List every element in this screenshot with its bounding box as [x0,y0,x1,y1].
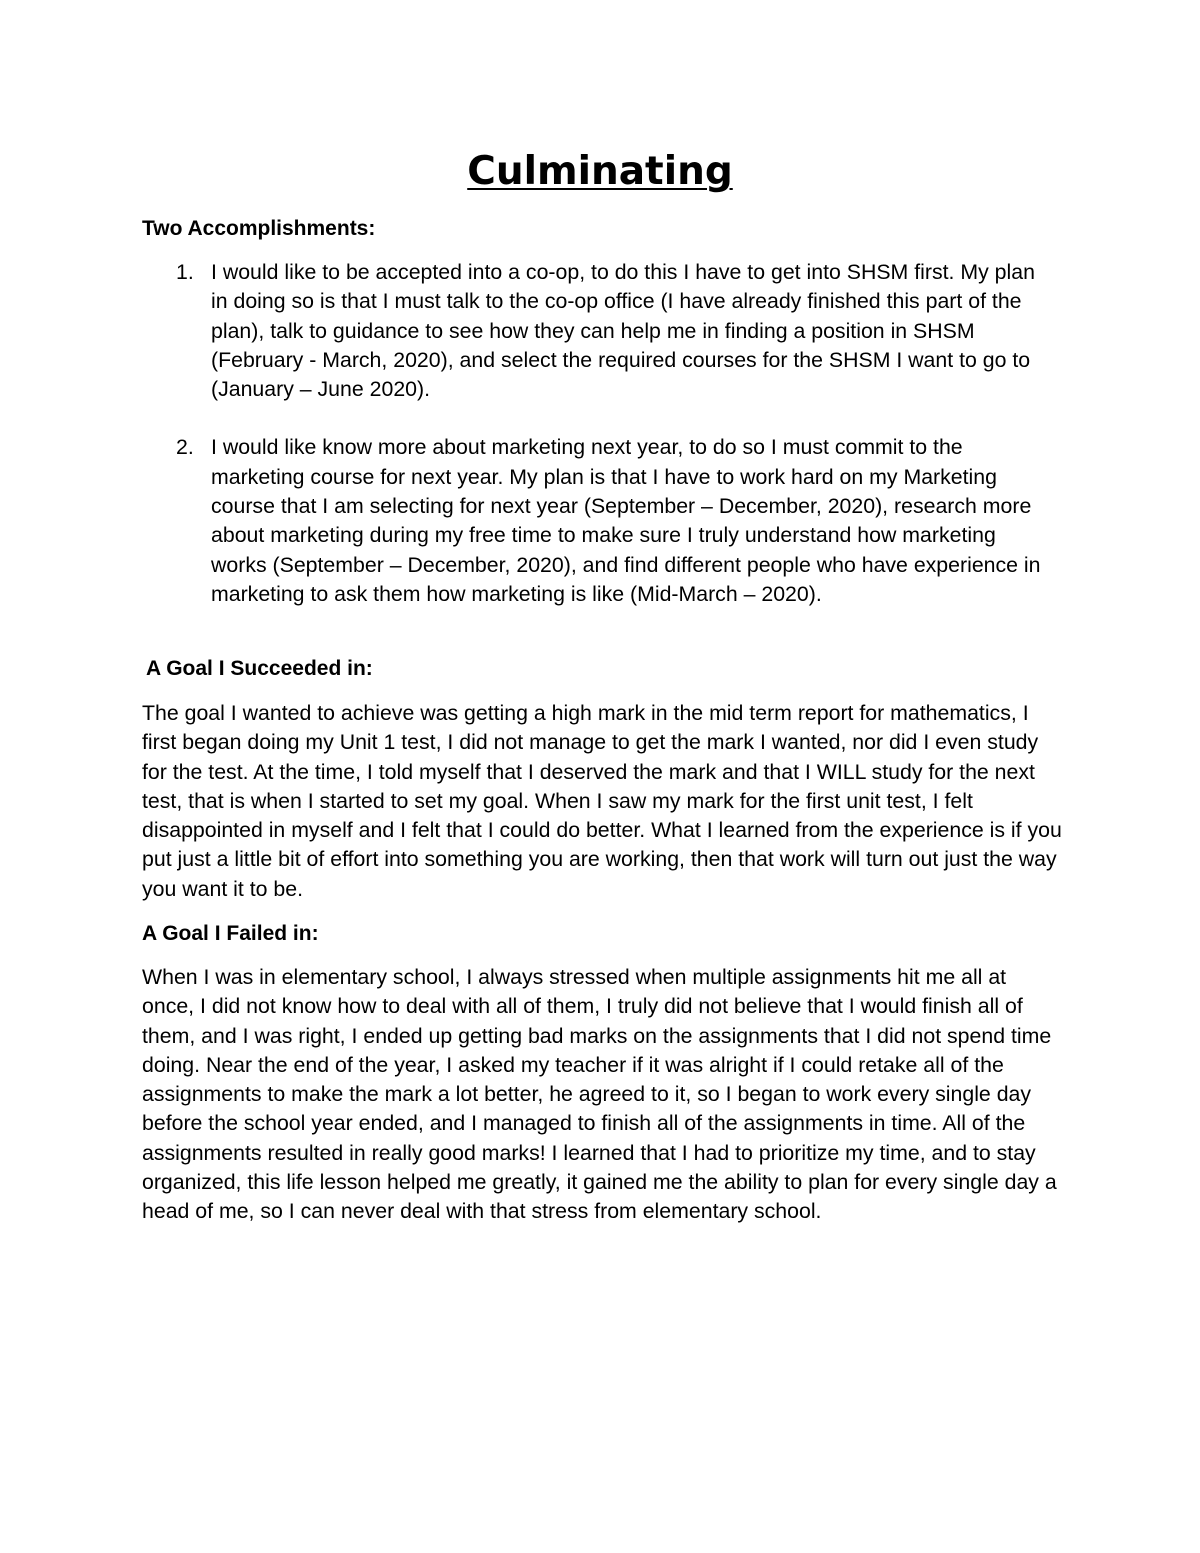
list-item-text: I would like to be accepted into a co-op, to do this I have to get into SHSM first. My plan in doing so is that I must talk to the co-op office (I have already finished this part of the plan), talk to guidance to see how they can help me in finding a position in SHSM (February - March, 2020), and select the required courses for the SHSM I want to go to (January – June 2020). [211,260,1035,402]
list-item-number: 1. [176,260,194,284]
list-item-text: I would like know more about marketing next year, to do so I must commit to the marketing course for next year. My plan is that I have to work hard on my Marketing course that I am selecting for next year (September – December, 2020), research more about marketing during my free time to make sure I truly understand how marketing works (September – December, 2020), and find different people who have experience in marketing to ask them how marketing is like (Mid-March – 2020). [211,435,1041,606]
failed-heading: A Goal I Failed in: [142,922,319,945]
accomplishments-heading: Two Accomplishments: [142,217,376,240]
failed-paragraph: When I was in elementary school, I always stressed when multiple assignments hit me all at once, I did not know how to deal with all of them, I truly did not believe that I would finish all of them, and I was right, I ended up getting bad marks on the assignments that I did not spend time doing. Near the end of the year, I asked my teacher if it was alright if I could retake all of the assignments to make the mark a lot better, he agreed to it, so I began to work every single day before the school year ended, and I managed to finish all of the assignments in time. All of the assignments resulted in really good marks! I learned that I had to prioritize my time, and to stay organized, this life lesson helped me greatly, it gained me the ability to plan for every single day a head of me, so I can never deal with that stress from elementary school. [142,965,1057,1224]
document-title: Culminating [467,149,733,194]
list-item-number: 2. [176,435,194,460]
succeeded-paragraph: The goal I wanted to achieve was getting a high mark in the mid term report for mathematics, I first began doing my Unit 1 test, I did not manage to get the mark I wanted, nor did I even study for the test. At the time, I told myself that I deserved the mark and that I WILL study for the next test, that is when I started to set my goal. When I saw my mark for the first unit test, I felt disappointed in myself and I felt that I could do better. What I learned from the experience is if you put just a little bit of effort into something you are working, then that work will turn out just the way you want it to be. [142,701,1062,901]
list-item [0,433,1051,609]
list-item [0,258,1051,404]
succeeded-heading: A Goal I Succeeded in: [146,657,373,680]
accomplishments-list [0,258,1200,609]
